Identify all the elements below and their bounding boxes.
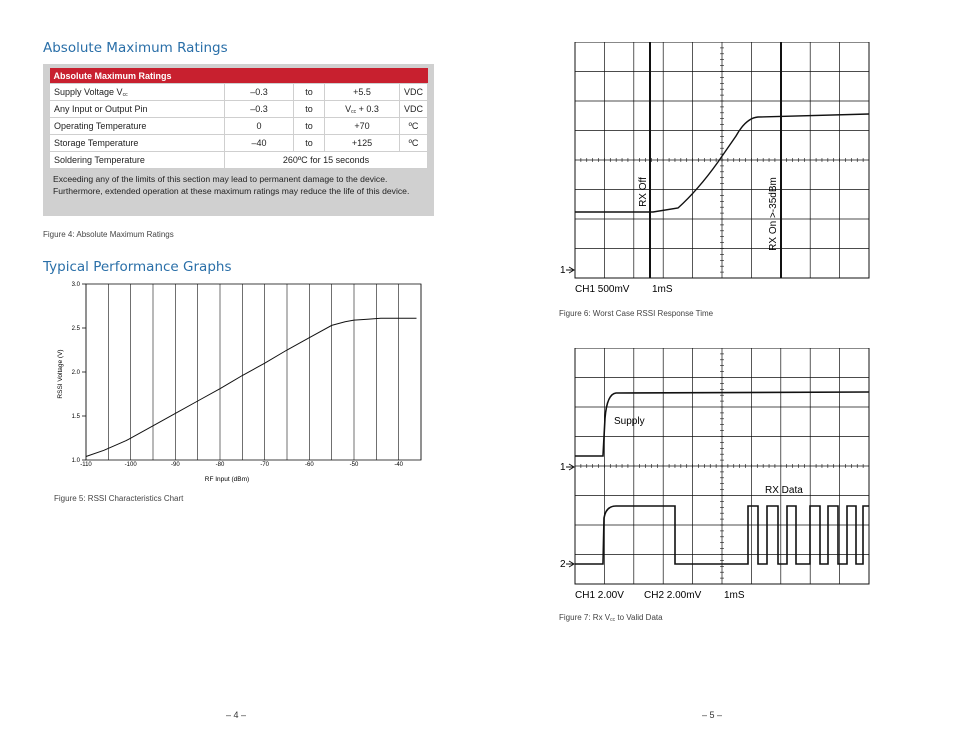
page-number-right: – 5 – — [702, 710, 723, 720]
min-value: –0.3 — [224, 101, 293, 118]
max-value: +125 — [324, 135, 399, 152]
annotation-rx-off: RX Off — [638, 177, 649, 207]
unit-value: VDC — [399, 84, 427, 101]
scope-readout-ch2: CH2 2.00mV — [644, 590, 702, 601]
figure-7-caption — [559, 613, 663, 623]
scope-readout-time: 1mS — [652, 284, 673, 295]
y-tick-label: 1.5 — [71, 414, 80, 420]
annotation-rx-data: RX Data — [765, 485, 803, 496]
scope-readout-ch1: CH1 500mV — [575, 284, 630, 295]
y-tick-label: 1.0 — [71, 458, 80, 464]
scope-rssi-response — [558, 42, 874, 298]
scope-readout-ch1: CH1 2.00V — [575, 590, 624, 601]
scope-rx-to-valid-data — [558, 348, 874, 604]
x-axis-label: RF Input (dBm) — [204, 476, 250, 483]
chart-grid — [86, 284, 421, 460]
unit-value: ºC — [399, 135, 427, 152]
rssi-characteristics-chart — [50, 278, 430, 488]
absolute-maximum-ratings-table — [49, 68, 428, 169]
param-label: Any Input or Output Pin — [50, 101, 225, 118]
max-value: + 0.3 — [356, 103, 379, 114]
channel-2-arrow-icon — [566, 561, 574, 567]
y-tick-label: 2.0 — [71, 370, 80, 376]
to-text: to — [293, 135, 324, 152]
x-tick-label: -110 — [80, 462, 92, 468]
warning-note: Exceeding any of the limits of this section may lead to permanent damage to the device. Furthermore, extended operation at these maximum ratings may reduce the life of this device. — [53, 174, 410, 196]
annotation-rx-on: RX On >-35dBm — [768, 177, 779, 251]
x-tick-label: -50 — [349, 462, 359, 468]
table-row — [50, 118, 428, 135]
param-subscript: cc — [122, 91, 128, 98]
max-subscript: cc — [351, 108, 357, 115]
max-value: +5.5 — [324, 84, 399, 101]
y-tick-label: 2.5 — [71, 326, 80, 332]
to-text: to — [293, 118, 324, 135]
table-row — [50, 101, 428, 118]
unit-value: VDC — [399, 101, 427, 118]
table-title: Absolute Maximum Ratings — [50, 68, 428, 84]
x-tick-label: -70 — [260, 462, 270, 468]
to-text: to — [293, 101, 324, 118]
section-heading-typical-performance-graphs: Typical Performance Graphs — [43, 259, 232, 275]
x-tick-label: -90 — [170, 462, 180, 468]
x-tick-label: -80 — [215, 462, 225, 468]
caption-text: to Valid Data — [615, 613, 663, 622]
span-value: 260ºC for 15 seconds — [224, 152, 427, 169]
channel-1-arrow-icon — [566, 267, 574, 273]
figure-5-caption: Figure 5: RSSI Characteristics Chart — [54, 494, 184, 503]
channel-1-arrow-icon — [566, 464, 574, 470]
y-tick-label: 3.0 — [71, 282, 80, 288]
plot-frame — [86, 284, 421, 460]
absolute-maximum-ratings-box — [43, 64, 434, 216]
figure-6-caption: Figure 6: Worst Case RSSI Response Time — [559, 309, 714, 318]
param-label: Operating Temperature — [50, 118, 225, 135]
y-axis-label: RSSI Voltage (V) — [57, 349, 64, 399]
caption-text: Figure 7: Rx V — [559, 613, 611, 622]
channel-1-marker: 1 — [560, 265, 566, 276]
param-label: Storage Temperature — [50, 135, 225, 152]
rssi-series-line — [86, 318, 417, 456]
annotation-supply: Supply — [614, 416, 645, 427]
channel-2-marker: 2 — [560, 559, 566, 570]
min-value: –40 — [224, 135, 293, 152]
min-value: –0.3 — [224, 84, 293, 101]
y-axis-ticks — [72, 282, 86, 464]
x-tick-label: -100 — [124, 462, 137, 468]
x-tick-label: -40 — [394, 462, 404, 468]
page-number-left: – 4 – — [226, 710, 247, 720]
param-label: Supply Voltage V — [54, 86, 123, 97]
channel-1-marker: 1 — [560, 462, 566, 473]
param-label: Soldering Temperature — [50, 152, 225, 169]
max-prefix: V — [345, 103, 352, 114]
section-heading-absolute-maximum-ratings: Absolute Maximum Ratings — [43, 40, 228, 56]
caption-subscript: cc — [610, 617, 616, 623]
scope-readout-time: 1mS — [724, 590, 745, 601]
table-row — [50, 152, 428, 169]
min-value: 0 — [224, 118, 293, 135]
x-tick-label: -60 — [304, 462, 314, 468]
to-text: to — [293, 84, 324, 101]
figure-4-caption: Figure 4: Absolute Maximum Ratings — [43, 230, 174, 239]
x-axis-ticks — [80, 462, 403, 468]
unit-value: ºC — [399, 118, 427, 135]
max-value: +70 — [324, 118, 399, 135]
table-row — [50, 135, 428, 152]
table-row — [50, 84, 428, 101]
